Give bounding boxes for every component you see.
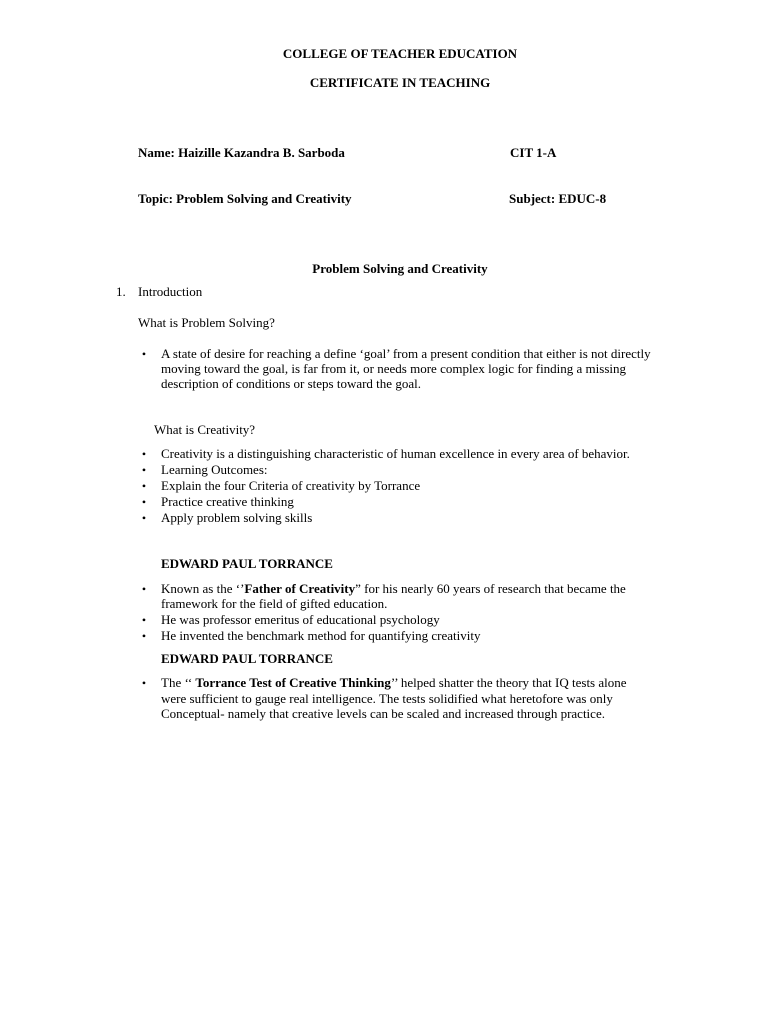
list-item: Practice creative thinking [161, 494, 294, 509]
bullet-icon: • [141, 495, 147, 509]
list-item: He was professor emeritus of educational psychology [161, 612, 440, 627]
topic-label: Topic: Problem Solving and Creativity [138, 191, 352, 206]
bullet-icon: • [141, 629, 147, 643]
bullet-icon: • [141, 613, 147, 627]
bullet-icon: • [141, 463, 147, 477]
torrance-heading: EDWARD PAUL TORRANCE [161, 556, 333, 571]
bullet-line: were sufficient to gauge real intelligence. The tests solidified what heretofore was only [161, 691, 613, 706]
bullet-icon: • [141, 676, 147, 690]
bullet-line: framework for the field of gifted education. [161, 596, 388, 611]
list-number: 1. [116, 284, 126, 299]
bullet-icon: • [141, 511, 147, 525]
list-item: He invented the benchmark method for quantifying creativity [161, 628, 481, 643]
list-item: Known as the ‘’Father of Creativity” for his nearly 60 years of research that became the [161, 581, 626, 596]
bullet-icon: • [141, 479, 147, 493]
list-item: Explain the four Criteria of creativity by Torrance [161, 478, 421, 493]
bullet-line: Conceptual- namely that creative levels can be scaled and increased through practice. [161, 706, 605, 721]
torrance-heading: EDWARD PAUL TORRANCE [161, 651, 333, 666]
problem-solving-question: What is Problem Solving? [138, 315, 275, 330]
bullet-line: description of conditions or steps toward the goal. [161, 376, 421, 391]
list-item: Apply problem solving skills [161, 510, 313, 525]
list-item: Creativity is a distinguishing characteristic of human excellence in every area of behavior. [161, 446, 630, 461]
document-title: Problem Solving and Creativity [312, 261, 488, 276]
student-name: Name: Haizille Kazandra B. Sarboda [138, 145, 345, 160]
subject-label: Subject: EDUC-8 [509, 191, 607, 206]
emphasis-text: Torrance Test of Creative Thinking [195, 675, 391, 690]
emphasis-text: Father of Creativity [244, 581, 356, 596]
bullet-line: A state of desire for reaching a define ‘goal’ from a present condition that either is not directly [161, 346, 651, 361]
creativity-question: What is Creativity? [154, 422, 256, 437]
bullet-icon: • [141, 447, 147, 461]
bullet-line: moving toward the goal, is far from it, or needs more complex logic for finding a missing [161, 361, 627, 376]
list-item: The ‘‘ Torrance Test of Creative Thinking’’ helped shatter the theory that IQ tests alone [161, 675, 627, 690]
bullet-icon: • [141, 582, 147, 596]
list-item: Learning Outcomes: [161, 462, 268, 477]
bullet-icon: • [141, 347, 147, 361]
introduction-label: Introduction [138, 284, 203, 299]
program-heading: CERTIFICATE IN TEACHING [309, 75, 491, 90]
college-heading: COLLEGE OF TEACHER EDUCATION [282, 46, 518, 61]
section-label: CIT 1-A [510, 145, 557, 160]
